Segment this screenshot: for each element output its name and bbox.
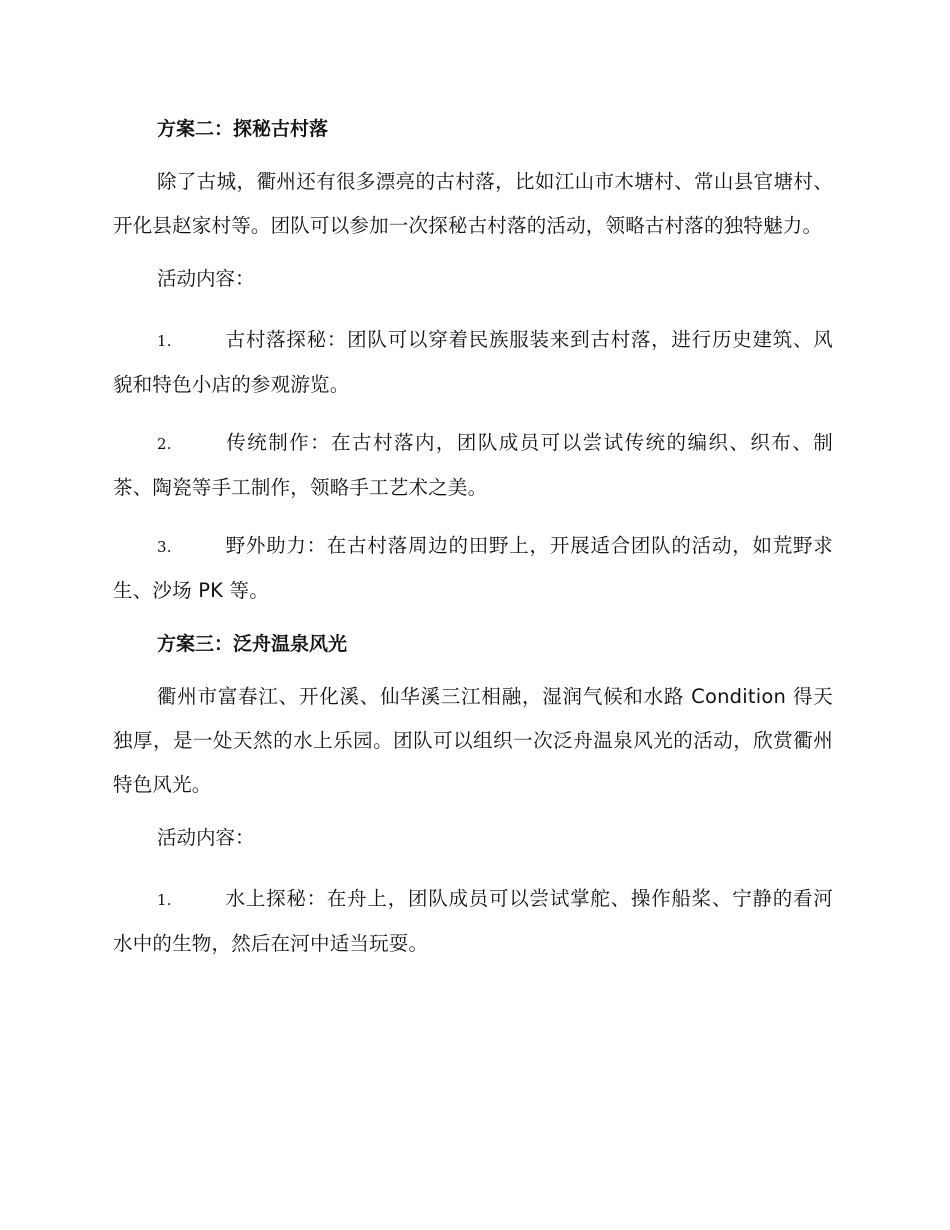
- document-page: [113, 112, 833, 966]
- section-intro: 衢州市富春江、开化溪、仙华溪三江相融，湿润气候和水路 Condition 得天独厚，是一处天然的水上乐园。团队可以组织一次泛舟温泉风光的活动，欣赏衢州特色风光。: [113, 685, 833, 796]
- list-text: 野外助力：在古村落周边的田野上，开展适合团队的活动，如荒野求生、沙场 PK 等。: [113, 534, 833, 602]
- list-item: [113, 318, 833, 407]
- list-text: 传统制作：在古村落内，团队成员可以尝试传统的编织、织布、制茶、陶瓷等手工制作，领略手工艺术之美。: [113, 431, 833, 499]
- list-text: 古村落探秘：团队可以穿着民族服装来到古村落，进行历史建筑、风貌和特色小店的参观游览。: [113, 328, 833, 396]
- list-item: [113, 877, 833, 966]
- list-number: 1.: [157, 332, 172, 350]
- list-number: 1.: [157, 891, 172, 909]
- list-item: [113, 524, 833, 613]
- list-number: 2.: [157, 435, 172, 453]
- list-item: [113, 421, 833, 510]
- section-intro: 除了古城，衢州还有很多漂亮的古村落，比如江山市木塘村、常山县官塘村、开化县赵家村等。团队可以参加一次探秘古村落的活动，领略古村落的独特魅力。: [113, 170, 833, 237]
- activities-label: 活动内容：: [157, 826, 255, 849]
- list-text: 水上探秘：在舟上，团队成员可以尝试掌舵、操作船桨、宁静的看河水中的生物，然后在河中适当玩耍。: [113, 887, 833, 955]
- list-number: 3.: [157, 538, 172, 556]
- activities-label: 活动内容：: [157, 267, 255, 290]
- section-heading: 方案二：探秘古村落: [157, 118, 329, 140]
- section-heading: 方案三：泛舟温泉风光: [157, 633, 348, 655]
